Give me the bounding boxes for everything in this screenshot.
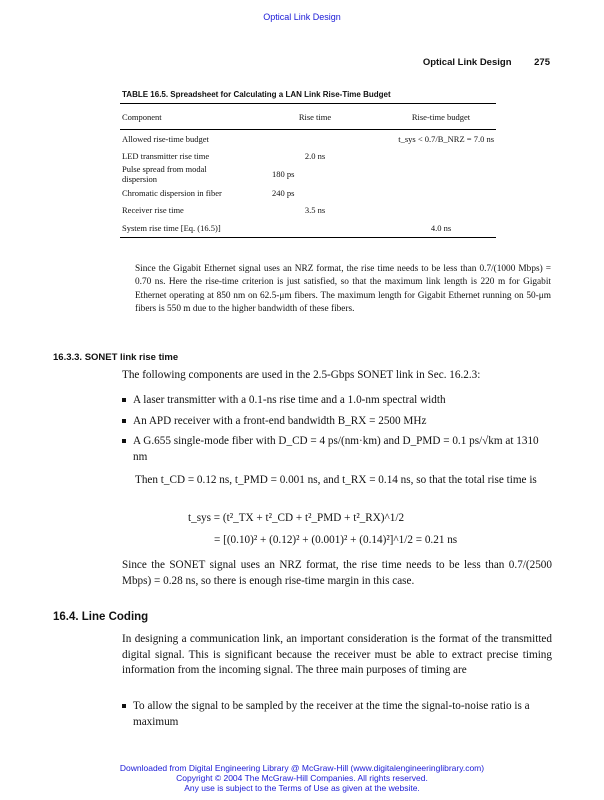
table-caption: TABLE 16.5. Spreadsheet for Calculating a LAN Link Rise-Time Budget bbox=[122, 90, 391, 99]
table-row bbox=[120, 218, 496, 238]
table-cell: LED transmitter rise time bbox=[122, 150, 210, 161]
equation-line-1: t_sys = (t²_TX + t²_CD + t²_PMD + t²_RX)^1/2 bbox=[188, 512, 405, 524]
table-note: Since the Gigabit Ethernet signal uses an NRZ format, the rise time needs to be less than 0.7/(1000 Mbps) = 0.70 ns. Here the rise-time criterion is just satisfied, so that the maximum link length is 220 m for Gigabit Ethernet operating at 850 nm on 62.5-μm fibers. The maximum length for Gigabit Ethernet running on 50-μm fibers is 550 m due to the higher bandwidth of these fibers. bbox=[135, 264, 551, 315]
sonet-conclusion: Since the SONET signal uses an NRZ format, the rise time needs to be less than 0.7/(2500 Mbps) = 0.28 ns, so there is enough rise-time margin in this case. bbox=[122, 559, 552, 587]
table-cell bbox=[386, 147, 496, 164]
section-heading-sonet: 16.3.3. SONET link rise time bbox=[53, 352, 179, 363]
list-item bbox=[122, 393, 552, 409]
table-cell bbox=[244, 218, 386, 238]
table-cell: Allowed rise-time budget bbox=[122, 133, 209, 144]
list-item bbox=[122, 414, 552, 430]
table-row bbox=[120, 130, 496, 148]
list-item-text: A laser transmitter with a 0.1-ns rise time and a 1.0-nm spectral width bbox=[133, 394, 446, 406]
sonet-bullet-list bbox=[122, 393, 552, 470]
footer-download-link[interactable]: Downloaded from Digital Engineering Library @ McGraw-Hill (www.digitalengineeringlibrary.com) bbox=[119, 763, 485, 773]
table-cell: Receiver rise time bbox=[122, 204, 184, 215]
line-coding-bullet-list bbox=[122, 699, 552, 735]
table-cell: 2.0 ns bbox=[304, 150, 326, 161]
footer-copyright: Copyright © 2004 The McGraw-Hill Companies. All rights reserved. bbox=[176, 773, 428, 783]
bullet-icon bbox=[122, 398, 126, 402]
table-cell: 240 ps bbox=[272, 187, 295, 198]
list-item-text: An APD receiver with a front-end bandwidth B_RX = 2500 MHz bbox=[133, 414, 427, 427]
col-header-budget: Rise-time budget bbox=[386, 104, 496, 130]
list-item bbox=[122, 434, 552, 465]
bullet-icon bbox=[122, 439, 126, 443]
table-row bbox=[120, 164, 496, 184]
table-cell bbox=[386, 184, 496, 201]
bullet-icon bbox=[122, 704, 126, 708]
list-item bbox=[122, 699, 552, 730]
top-banner: Optical Link Design bbox=[263, 12, 341, 22]
bullet-icon bbox=[122, 419, 126, 423]
rise-time-budget-table bbox=[120, 103, 496, 238]
table-row bbox=[120, 201, 496, 218]
table-cell: t_sys < 0.7/B_NRZ = 7.0 ns bbox=[398, 133, 494, 144]
equation-line-2: = [(0.10)² + (0.12)² + (0.001)² + (0.14)²]^1/2 = 0.21 ns bbox=[214, 534, 458, 546]
col-header-rise-time: Rise time bbox=[244, 104, 386, 130]
table-cell: 3.5 ns bbox=[304, 204, 326, 215]
table-cell: Pulse spread from modal dispersion bbox=[122, 164, 207, 184]
footer bbox=[0, 763, 604, 793]
table-row bbox=[120, 184, 496, 201]
table-cell: Chromatic dispersion in fiber bbox=[122, 187, 222, 198]
sonet-intro: The following components are used in the 2.5-Gbps SONET link in Sec. 16.2.3: bbox=[122, 369, 481, 381]
col-header-component: Component bbox=[120, 104, 244, 130]
running-head bbox=[423, 57, 550, 68]
table-cell bbox=[244, 130, 386, 148]
page-number: 275 bbox=[534, 57, 550, 68]
sonet-then-paragraph: Then t_CD = 0.12 ns, t_PMD = 0.001 ns, and t_RX = 0.14 ns, so that the total rise time is bbox=[135, 474, 537, 486]
running-head-title: Optical Link Design bbox=[422, 57, 512, 68]
table-cell bbox=[386, 164, 496, 184]
table-cell: 4.0 ns bbox=[386, 218, 496, 238]
line-coding-paragraph: In designing a communication link, an important consideration is the format of the transmitted digital signal. This is significant because the receiver must be able to extract precise timing information from the incoming signal. The three main purposes of timing are bbox=[122, 633, 552, 677]
table-cell: 180 ps bbox=[272, 169, 295, 179]
table-header-row bbox=[120, 104, 496, 130]
table-row bbox=[120, 147, 496, 164]
list-item-text: A G.655 single-mode fiber with D_CD = 4 ps/(nm·km) and D_PMD = 0.1 ps/√km at 1310 nm bbox=[133, 435, 539, 463]
table-cell: System rise time [Eq. (16.5)] bbox=[120, 218, 244, 238]
footer-terms: Any use is subject to the Terms of Use as given at the website. bbox=[184, 783, 420, 793]
table-cell bbox=[386, 201, 496, 218]
list-item-text: To allow the signal to be sampled by the receiver at the time the signal-to-noise ratio is a maximum bbox=[133, 700, 530, 728]
section-heading-line-coding: 16.4. Line Coding bbox=[53, 611, 149, 623]
